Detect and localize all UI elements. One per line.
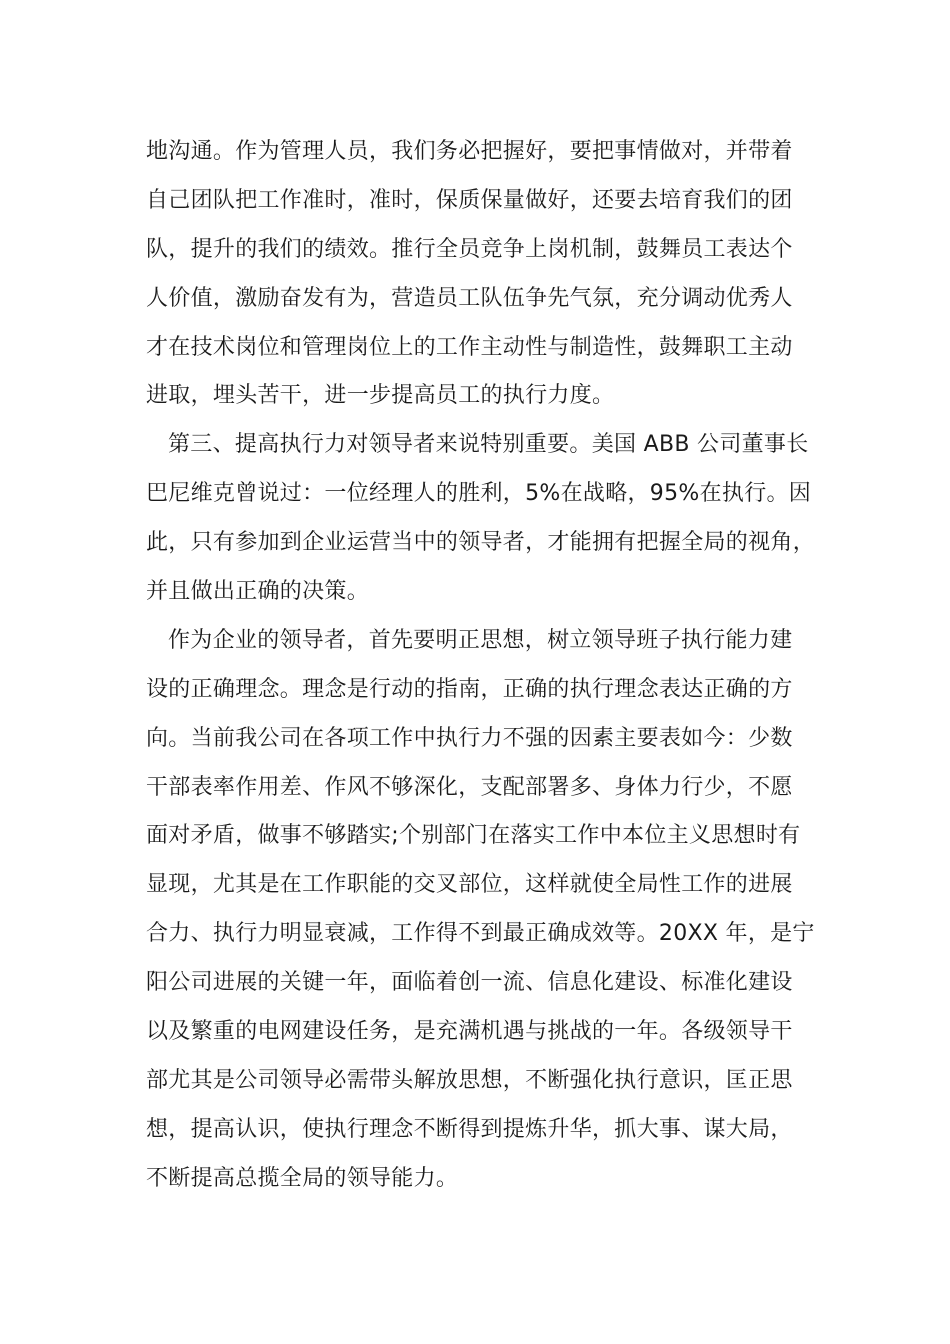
text-line: 设的正确理念。理念是行动的指南，正确的执行理念表达正确的方: [146, 676, 793, 702]
text-line: 第三、提高执行力对领导者来说特别重要。美国 ABB 公司董事长: [168, 432, 809, 458]
text-line: 阳公司进展的关键一年，面临着创一流、信息化建设、标准化建设: [146, 970, 793, 996]
paragraph: [146, 421, 822, 617]
text-line: 不断提高总揽全局的领导能力。: [146, 1165, 459, 1191]
text-line: 想，提高认识，使执行理念不断得到提炼升华，抓大事、谋大局，: [146, 1116, 793, 1142]
text-line: 此，只有参加到企业运营当中的领导者，才能拥有把握全局的视角，: [146, 530, 816, 556]
text-line: 作为企业的领导者，首先要明正思想，树立领导班子执行能力建: [168, 627, 793, 653]
paragraph: [146, 617, 822, 1204]
text-line: 自己团队把工作准时，准时，保质保量做好，还要去培育我们的团: [146, 187, 793, 213]
text-line: 部尤其是公司领导必需带头解放思想，不断强化执行意识，匡正思: [146, 1067, 793, 1093]
text-line: 地沟通。作为管理人员，我们务必把握好，要把事情做对，并带着: [146, 139, 793, 164]
text-line: 合力、执行力明显衰减，工作得不到最正确成效等。20XX 年，是宁: [146, 921, 815, 947]
document-body: [146, 128, 822, 1204]
text-line: 进取，埋头苦干，进一步提高员工的执行力度。: [146, 383, 615, 409]
text-line: 向。当前我公司在各项工作中执行力不强的因素主要表如今：少数: [146, 725, 793, 751]
text-line: 以及繁重的电网建设任务，是充满机遇与挑战的一年。各级领导干: [146, 1019, 793, 1045]
paragraph: [146, 128, 822, 421]
text-line: 显现，尤其是在工作职能的交叉部位，这样就使全局性工作的进展: [146, 872, 793, 898]
text-line: 人价值，激励奋发有为，营造员工队伍争先气氛，充分调动优秀人: [146, 285, 793, 311]
text-line: 才在技术岗位和管理岗位上的工作主动性与制造性，鼓舞职工主动: [146, 334, 793, 360]
text-line: 干部表率作用差、作风不够深化，支配部署多、身体力行少，不愿: [146, 774, 793, 800]
text-line: 并且做出正确的决策。: [146, 579, 370, 605]
text-line: 巴尼维克曾说过：一位经理人的胜利，5%在战略，95%在执行。因: [146, 481, 812, 507]
text-line: 队，提升的我们的绩效。推行全员竞争上岗机制，鼓舞员工表达个: [146, 236, 793, 262]
text-line: 面对矛盾，做事不够踏实;个别部门在落实工作中本位主义思想时有: [146, 823, 801, 849]
